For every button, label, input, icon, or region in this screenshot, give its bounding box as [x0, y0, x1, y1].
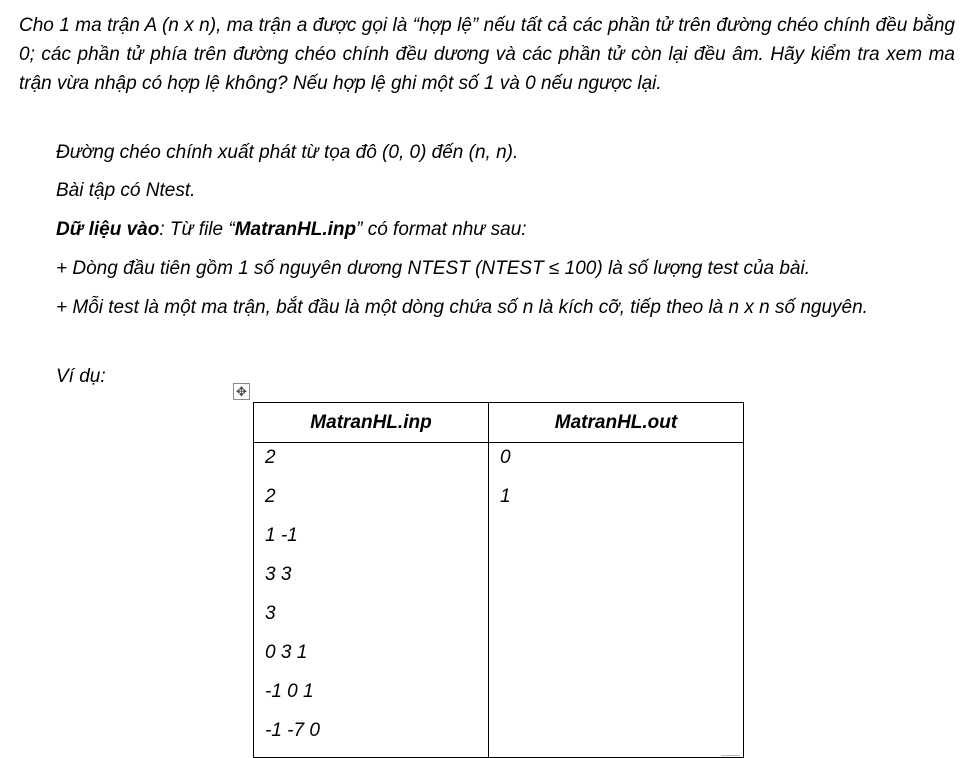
table-resize-handle[interactable] — [721, 755, 740, 756]
input-spec-heading: Dữ liệu vào — [56, 219, 160, 240]
input-file-name: MatranHL.inp — [234, 219, 357, 240]
input-line: -1 0 1 — [265, 681, 314, 702]
input-cell — [254, 443, 489, 758]
problem-statement: Cho 1 ma trận A (n x n), ma trận a được gọi là “hợp lệ” nếu tất cả các phần tử trên đường chéo chính đều bằng 0; các phần tử phía trên đường chéo chính đều dương và các phần tử còn lại đều âm. Hãy kiểm tra xem ma trận vừa nhập có hợp lệ không? Nếu hợp lệ ghi một số 1 và 0 nếu ngược lại. — [19, 15, 955, 94]
input-line: 2 — [265, 486, 276, 507]
input-line: 2 — [265, 447, 276, 468]
output-line: 1 — [500, 486, 511, 507]
test-format-spec: + Mỗi test là một ma trận, bắt đầu là một dòng chứa số n là kích cỡ, tiếp theo là n x n số nguyên. — [56, 297, 868, 318]
input-line: -1 -7 0 — [265, 720, 320, 741]
input-spec-pre: : Từ file “ — [159, 219, 235, 240]
input-spec-post: ” có format như sau: — [356, 219, 527, 240]
move-arrows-icon[interactable]: ✥ — [233, 383, 250, 400]
input-line: 3 3 — [265, 564, 292, 585]
output-line: 0 — [500, 447, 511, 468]
input-spec — [56, 215, 527, 244]
input-line: 0 3 1 — [265, 642, 308, 663]
first-line-spec: + Dòng đầu tiên gồm 1 số nguyên dương NTEST (NTEST ≤ 100) là số lượng test của bài. — [56, 258, 810, 279]
example-table — [253, 402, 744, 758]
input-line: 1 -1 — [265, 525, 298, 546]
example-label: Ví dụ: — [56, 366, 106, 387]
diagonal-note: Đường chéo chính xuất phát từ tọa đô (0, 0) đến (n, n). — [56, 142, 519, 163]
ntest-note: Bài tập có Ntest. — [56, 180, 196, 201]
input-file-header: MatranHL.inp — [254, 403, 489, 443]
input-line: 3 — [265, 603, 276, 624]
output-file-header: MatranHL.out — [489, 403, 744, 443]
output-cell — [489, 443, 744, 758]
